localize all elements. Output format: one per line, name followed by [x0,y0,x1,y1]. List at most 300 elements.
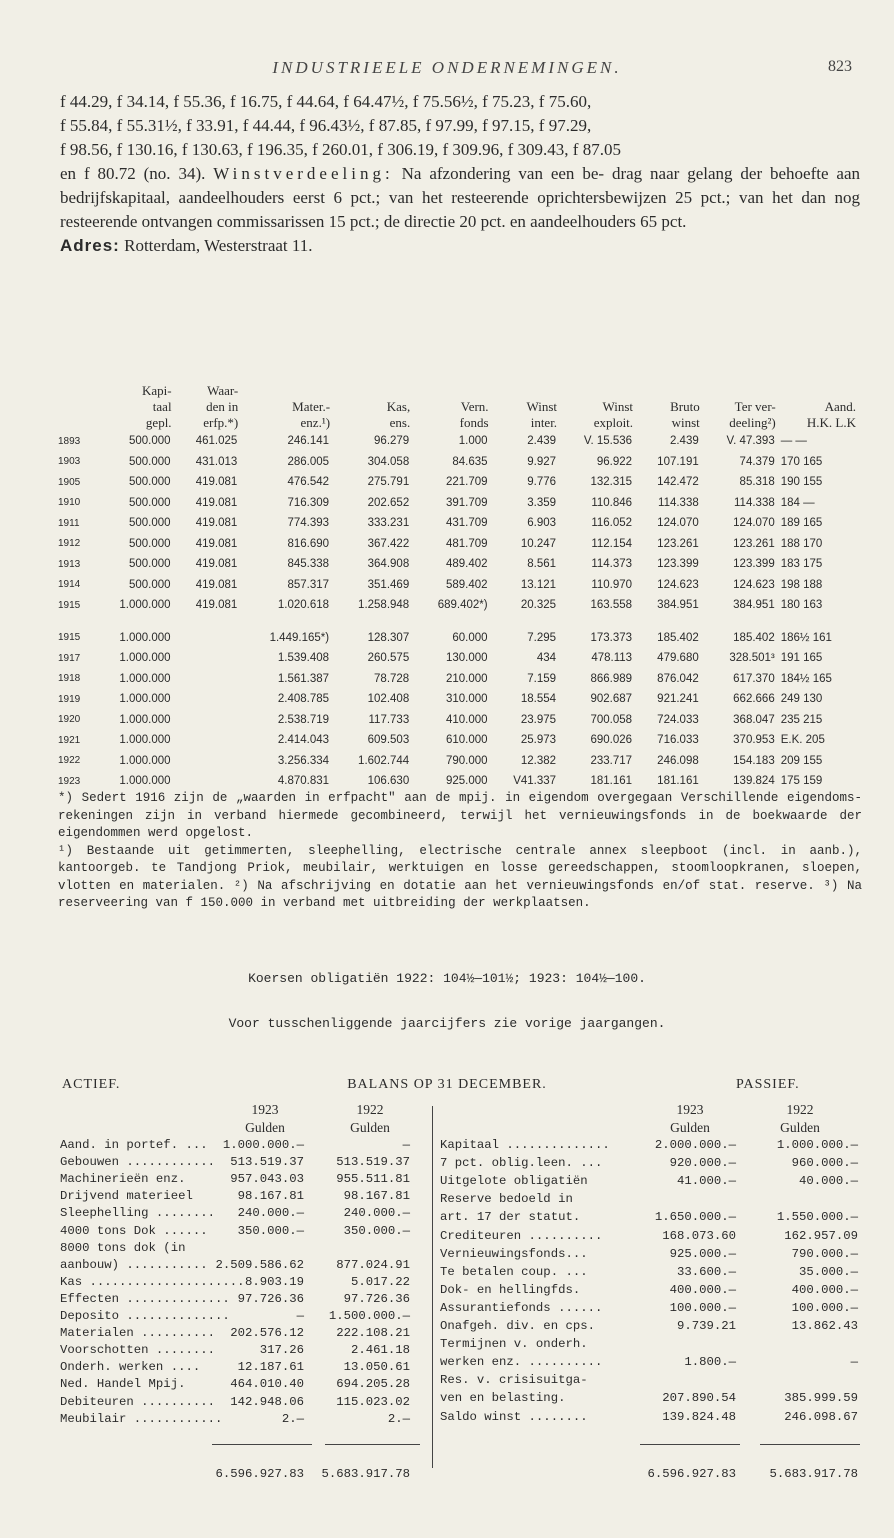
table-cell: 1917 [58,652,81,664]
actief-value-1922: 2.461.18 [350,1343,410,1357]
table-cell: 74.379 [739,455,775,468]
table-cell: 431.709 [445,517,488,530]
passief-item-label: Vernieuwingsfonds... [440,1247,588,1261]
actief-value-1922: 1.500.000.— [328,1309,410,1323]
table-cell: 617.370 [733,672,775,685]
table-cell [174,689,241,710]
actief-value-1922: 5.017.22 [350,1275,410,1289]
table-cell: 1.000.000 [119,599,171,612]
table-cell: 1905 [58,476,81,488]
total-rule [640,1444,740,1445]
table-cell: 106.630 [367,775,410,788]
balans-title: BALANS OP 31 DECEMBER. [347,1077,547,1092]
actief-item-label: Debiteuren .......... [60,1395,215,1409]
table-cell: 1903 [58,456,81,468]
table-cell: 124.623 [733,578,775,591]
passief-value-1922 [758,1191,858,1208]
table-cell: 1914 [58,579,81,591]
passief-value-1923: 400.000.— [669,1283,736,1297]
total-passief-1922: 5.683.917.78 [769,1467,858,1481]
passief-item-label: ven en belasting. [440,1391,566,1405]
table-cell: 233.717 [590,754,633,767]
table-row [58,452,858,473]
actief-item-label: Materialen .......... [60,1326,215,1340]
table-cell: 124.070 [657,517,699,530]
year-label: 1923 [676,1102,704,1117]
table-cell: 368.047 [733,713,775,726]
total-rule [212,1444,312,1445]
koersen-line: Koersen obligatiën 1922: 104½—101½; 1923: 104½—100. [248,971,646,986]
table-cell: 139.824 [733,775,775,788]
actief-value-1923: 202.576.12 [230,1326,304,1340]
table-cell: 1.000.000 [119,652,171,665]
table-row [58,710,858,731]
passief-value-1922 [758,1372,858,1389]
table-cell: 246.098 [657,754,699,767]
table-cell: 304.058 [367,455,410,468]
actief-item-label: Deposito .............. [60,1309,230,1323]
passief-value-1922: 790.000.— [791,1247,858,1261]
table-cell: 1.539.408 [277,652,330,665]
passief-value-1923: 1.800.— [684,1355,736,1369]
table-cell: 2.408.785 [277,693,330,706]
table-cell: 700.058 [590,713,633,726]
table-cell: 142.472 [657,476,699,489]
table-row [58,595,858,616]
table-cell: 246.141 [287,435,330,448]
intro-rest: drag naar gelang der behoefte aan bedrijfskapitaal, aandeelhouders eerst 6 pct.; van het resteerende oprichtersbewijzen 25 pct.; van het dan nog resteerende ontvangen commissarissen 15 pct.; de directie 20 pct. en aandeelhouders 65 pct. [60,164,861,231]
passief-value-1922: 246.098.67 [784,1410,858,1424]
actief-value-1923: — [296,1309,304,1323]
table-cell: 84.635 [452,455,488,468]
address-value: Rotterdam, Westerstraat 11. [124,236,313,255]
table-row [58,648,858,669]
passief-value-1923: 207.890.54 [662,1391,736,1405]
passief-value-1922: 100.000.— [791,1301,858,1315]
actief-item-label: Onderh. werken .... [60,1360,201,1374]
passief-item-label: Onafgeh. div. en cps. [440,1319,595,1333]
table-cell: 123.261 [733,537,775,550]
passief-item-label: Uitgelote obligatiën [440,1174,588,1188]
table-header-cell: Vern. fonds [459,399,489,430]
table-row [58,628,858,649]
actief-value-1922: 350.000.— [343,1224,410,1238]
table-cell: 1923 [58,775,81,787]
table-cell: 1918 [58,673,81,685]
table-cell: 184 — [780,496,815,509]
table-cell: 1.000.000 [119,713,171,726]
table-cell: 610.000 [445,734,488,747]
actief-value-1923: 8.903.19 [244,1275,304,1289]
table-cell: 434 [536,652,557,665]
table-row [58,493,858,514]
actief-col-1923 [225,1101,305,1137]
footnote-materialen: ¹) Bestaande uit getimmerten, sleephelling, electrische centrale annex sleepboot (incl. in aanb.), kantoorgeb. te Tandjong Priok, meubilair, werktuigen en losse gereedschappen, stoomloopkranen, sloepen, vlotten en materialen. ²) Na afschrijving en dotatie aan het vernieuwingsfonds en/of stat. reserve. ³) Na reserveering van f 150.000 in verband met uitbreiding der werkplaatsen. [58,843,862,910]
table-header-cell: Aand. H.K. L.K [806,399,856,430]
table-cell: 500.000 [128,455,171,468]
intro-line-4-rest: Na afzondering van een be- [401,164,605,183]
actief-value-1923: 2.509.586.62 [215,1258,304,1272]
passief-item-label: Saldo winst ........ [440,1410,588,1424]
table-cell: 328.501³ [729,652,775,665]
table-cell: 478.113 [591,652,633,665]
table-cell: 816.690 [287,537,330,550]
table-cell: 3.256.334 [277,754,330,767]
table-cell: E.K. 205 [780,734,825,747]
total-actief-1922: 5.683.917.78 [321,1467,410,1481]
passief-value-1922: 40.000.— [798,1174,858,1188]
table-cell: 235 215 [780,713,823,726]
table-header-cell: Winst inter. [526,399,558,430]
table-cell: 1911 [58,517,80,529]
table-cell: 716.033 [657,734,699,747]
table-cell: 1.602.744 [358,754,410,767]
table-cell: 1.449.165*) [269,631,330,644]
actief-value-1922: 694.205.28 [336,1377,410,1391]
table-cell: 184½ 165 [780,672,832,685]
table-cell: 1921 [58,734,81,746]
financial-table [58,383,858,792]
table-cell: 209 155 [780,754,823,767]
passief-value-1922: 35.000.— [798,1265,858,1279]
table-cell: 210.000 [445,672,488,685]
table-cell: 12.382 [520,754,557,767]
total-rule [325,1444,420,1445]
passief-value-1923: 100.000.— [669,1301,736,1315]
table-cell: 1.000.000 [119,775,171,788]
intro-text [60,90,860,258]
table-cell: 1893 [58,435,81,447]
intro-line-2: f 55.84, f 55.31½, f 33.91, f 44.44, f 96.43½, f 87.85, f 97.99, f 97.15, f 97.29, [60,116,592,135]
passief-item-label: 7 pct. oblig.leen. ... [440,1156,603,1170]
table-cell: — — [780,435,807,448]
table-header-cell: Winst exploit. [593,399,634,430]
table-cell: 774.393 [287,517,330,530]
table-cell: 110.846 [591,496,633,509]
table-cell: 249 130 [780,693,823,706]
intro-line-1: f 44.29, f 34.14, f 55.36, f 16.75, f 44.64, f 64.47½, f 75.56½, f 75.23, f 75.60, [60,92,592,111]
table-cell: 589.402 [445,578,488,591]
actief-value-1922: 955.511.81 [336,1172,410,1186]
actief-value-1922 [318,1240,410,1257]
footnote-erfpacht: *) Sedert 1916 zijn de „waarden in erfpacht" aan de mpij. in eigendom overgegaan Verschillende eigendoms-rekeningen zijn in verband hiermede gecombineerd, terwijl het vernieuwingsfonds in de boekwaarde der eigendommen werd opgelost. [58,791,862,840]
table-row [58,669,858,690]
actief-item-label: aanbouw) ........... [60,1258,208,1272]
table-cell: 275.791 [367,476,410,489]
table-cell: 925.000 [445,775,488,788]
actief-value-1922: 13.050.61 [343,1360,410,1374]
passief-item-label: Kapitaal .............. [440,1138,610,1152]
table-cell: 175 159 [780,775,823,788]
table-cell [174,730,241,751]
table-cell: 1915 [58,632,81,644]
table-cell: 1.000.000 [119,754,171,767]
table-cell: 1922 [58,755,81,767]
table-cell: 183 175 [780,558,823,571]
table-cell: 689.402*) [437,599,488,612]
table-cell: 2.439 [669,435,699,448]
table-cell: 198 188 [780,578,823,591]
table-cell: 173.373 [590,631,633,644]
table-cell: 123.399 [733,558,775,571]
table-cell: 23.975 [520,713,557,726]
actief-value-1923: 957.043.03 [230,1172,304,1186]
table-cell: 481.709 [445,537,488,550]
actief-item-label: Kas ..................... [60,1275,245,1289]
table-cell: 10.247 [520,537,557,550]
actief-value-1923: 2.— [281,1412,304,1426]
actief-item-label: Sleephelling ........ [60,1206,215,1220]
table-cell: 85.318 [739,476,775,489]
actief-value-1922: 97.726.36 [343,1292,410,1306]
table-cell: 384.951 [657,599,699,612]
actief-item-label: Meubilair ............ [60,1412,223,1426]
actief-value-1923: 1.000.000.— [222,1138,304,1152]
table-header-cell [58,383,93,431]
table-cell: 1.000.000 [119,672,171,685]
actief-item-label: Machinerieën enz. [60,1172,186,1186]
passief-value-1923 [630,1372,736,1389]
address-line [60,234,860,258]
table-cell: 189 165 [780,517,823,530]
unit-label: Gulden [670,1120,710,1135]
unit-label: Gulden [350,1120,390,1135]
table-cell: 96.922 [596,455,633,468]
table-cell: V. 47.393 [726,435,775,448]
table-cell: 60.000 [452,631,488,644]
passief-value-1923: 920.000.— [669,1156,736,1170]
table-row [58,513,858,534]
passief-value-1922: 162.957.09 [784,1229,858,1243]
running-title: INDUSTRIEELE ONDERNEMINGEN. [272,58,622,77]
table-row [58,575,858,596]
actief-item-label: Drijvend materieel [60,1189,193,1203]
passief-col-1922 [760,1101,840,1137]
unit-label: Gulden [780,1120,820,1135]
actief-value-1922: 98.167.81 [343,1189,410,1203]
table-cell [174,751,241,772]
actief-value-1923: 464.010.40 [230,1377,304,1391]
table-cell: 500.000 [128,517,171,530]
table-cell: 500.000 [128,578,171,591]
unit-label: Gulden [245,1120,285,1135]
address-label: Adres: [60,236,120,255]
table-cell: 489.402 [445,558,488,571]
table-cell: 186½ 161 [780,631,832,644]
actief-item-label: Aand. in portef. ... [60,1138,208,1152]
table-cell: 124.623 [657,578,699,591]
table-row [58,554,858,575]
table-cell: 6.903 [527,517,557,530]
table-cell: 500.000 [128,537,171,550]
table-cell: 188 170 [780,537,823,550]
table-cell: 130.000 [445,652,488,665]
passief-item-label: Te betalen coup. ... [440,1265,588,1279]
table-cell: 857.317 [287,578,330,591]
passief-item-label: Res. v. crisisuitga- [440,1373,588,1387]
table-cell: 181.161 [590,775,633,788]
total-passief-1923: 6.596.927.83 [647,1467,736,1481]
table-cell: 310.000 [445,693,488,706]
table-cell: 1.020.618 [277,599,330,612]
table-cell: 286.005 [287,455,330,468]
table-header-cell: Kas, ens. [386,399,411,430]
table-cell: 4.870.831 [277,775,330,788]
table-row [58,689,858,710]
year-label: 1922 [786,1102,814,1117]
passief-value-1923: 33.600.— [676,1265,736,1279]
table-cell: 461.025 [195,435,238,448]
table-cell: 25.973 [520,734,557,747]
table-cell: 3.359 [527,496,557,509]
table-cell: 419.081 [195,537,238,550]
actief-value-1923: 317.26 [259,1343,304,1357]
table-cell: 9.927 [527,455,557,468]
table-cell: 384.951 [733,599,775,612]
table-row [58,751,858,772]
table-cell: 391.709 [445,496,488,509]
passief-value-1923: 9.739.21 [676,1319,736,1333]
table-cell: 845.338 [287,558,330,571]
passief-value-1922: 960.000.— [791,1156,858,1170]
table-cell: 351.469 [367,578,410,591]
table-cell: 123.261 [657,537,699,550]
table-cell: 876.042 [657,672,699,685]
table-cell [174,669,241,690]
table-cell: 78.728 [374,672,410,685]
table-cell: 170 165 [780,455,823,468]
passief-value-1923: 139.824.48 [662,1410,736,1424]
table-cell [174,628,241,649]
actief-item-label: Gebouwen ............ [60,1155,215,1169]
table-cell: 419.081 [195,578,238,591]
table-cell: 2.414.043 [277,734,330,747]
table-cell: 1919 [58,693,81,705]
actief-item-label: Voorschotten ........ [60,1343,215,1357]
table-cell: 431.013 [195,455,238,468]
passief-value-1923: 1.650.000.— [654,1210,736,1224]
table-spacer [58,616,858,628]
passief-item-label: Assurantiefonds ...... [440,1301,603,1315]
table-cell: 221.709 [445,476,488,489]
table-cell: 9.776 [527,476,557,489]
table-cell: 96.279 [374,435,410,448]
table-cell: 419.081 [195,517,238,530]
table-cell: 117.733 [368,713,410,726]
table-row [58,472,858,493]
table-header-cell: Bruto winst [670,399,700,430]
table-header-cell: Mater.- enz.¹) [292,399,331,430]
table-cell: 866.989 [590,672,633,685]
table-cell: 500.000 [128,558,171,571]
table-cell: 124.070 [733,517,775,530]
passief-col-1923 [650,1101,730,1137]
table-cell: 419.081 [195,599,238,612]
passief-value-1922: 1.000.000.— [776,1138,858,1152]
actief-value-1922: 2.— [387,1412,410,1426]
passief-item-label: Termijnen v. onderh. [440,1337,588,1351]
table-cell: 154.183 [733,754,775,767]
winstverdeeling-label: Winstverdeeling: [213,164,394,183]
table-header-cell: Kapi- taal gepl. [141,383,172,430]
table-cell: 790.000 [445,754,488,767]
table-cell: 185.402 [733,631,775,644]
table-cell: 116.052 [591,517,633,530]
table-cell: 18.554 [520,693,557,706]
actief-value-1922: 240.000.— [343,1206,410,1220]
table-cell: 1.000.000 [119,734,171,747]
actief-item-label: Ned. Handel Mpij. [60,1377,186,1391]
passief-item-label: art. 17 der statut. [440,1210,581,1224]
passief-value-1923: 2.000.000.— [654,1138,736,1152]
page-header [0,58,894,82]
table-cell: 419.081 [195,476,238,489]
actief-value-1923: 98.167.81 [237,1189,304,1203]
actief-value-1923: 240.000.— [237,1206,304,1220]
table-cell: 333.231 [367,517,410,530]
passief-value-1922: 400.000.— [791,1283,858,1297]
table-cell: 367.422 [367,537,410,550]
table-cell: 1913 [58,558,81,570]
table-cell: 662.666 [733,693,775,706]
table-cell: 500.000 [128,496,171,509]
table-cell: 1.561.387 [277,672,330,685]
passief-item-label: Reserve bedoeld in [440,1192,573,1206]
passief-label: PASSIEF. [736,1077,800,1092]
passief-value-1922: 1.550.000.— [776,1210,858,1224]
table-cell: 181.161 [657,775,699,788]
table-cell: 107.191 [657,455,699,468]
table-cell: 1.258.948 [358,599,410,612]
actief-item-label: Effecten .............. [60,1292,230,1306]
table-cell: 609.503 [367,734,410,747]
table-cell: 500.000 [128,435,171,448]
table-cell [174,771,241,792]
table-cell: 1920 [58,714,81,726]
table-cell: 132.315 [590,476,633,489]
table-cell: 419.081 [195,496,238,509]
year-label: 1922 [356,1102,384,1117]
table-cell: 500.000 [128,476,171,489]
table-row [58,431,858,452]
passief-value-1923: 925.000.— [669,1247,736,1261]
actief-label: ACTIEF. [62,1077,121,1092]
table-cell: 128.307 [367,631,410,644]
passief-value-1922: 13.862.43 [791,1319,858,1333]
table-cell: 102.408 [367,693,410,706]
table-row [58,771,858,792]
table-cell: 1.000.000 [119,631,171,644]
table-cell: 410.000 [445,713,488,726]
table-cell: 724.033 [657,713,699,726]
table-cell: 190 155 [780,476,823,489]
table-cell: 163.558 [590,599,633,612]
passief-value-1922: 385.999.59 [784,1391,858,1405]
total-rule [760,1444,860,1445]
table-cell: 13.121 [520,578,557,591]
passief-item-label: Dok- en hellingfds. [440,1283,581,1297]
page-number: 823 [828,58,852,75]
table-cell: 1912 [58,538,81,550]
actief-col-1922 [330,1101,410,1137]
passief-value-1923: 41.000.— [676,1174,736,1188]
table-cell: 902.687 [590,693,633,706]
table-cell: 7.159 [527,672,557,685]
table-cell: 123.399 [657,558,699,571]
table-cell: 185.402 [657,631,699,644]
actief-value-1923: 350.000.— [237,1224,304,1238]
actief-value-1923: 142.948.06 [230,1395,304,1409]
